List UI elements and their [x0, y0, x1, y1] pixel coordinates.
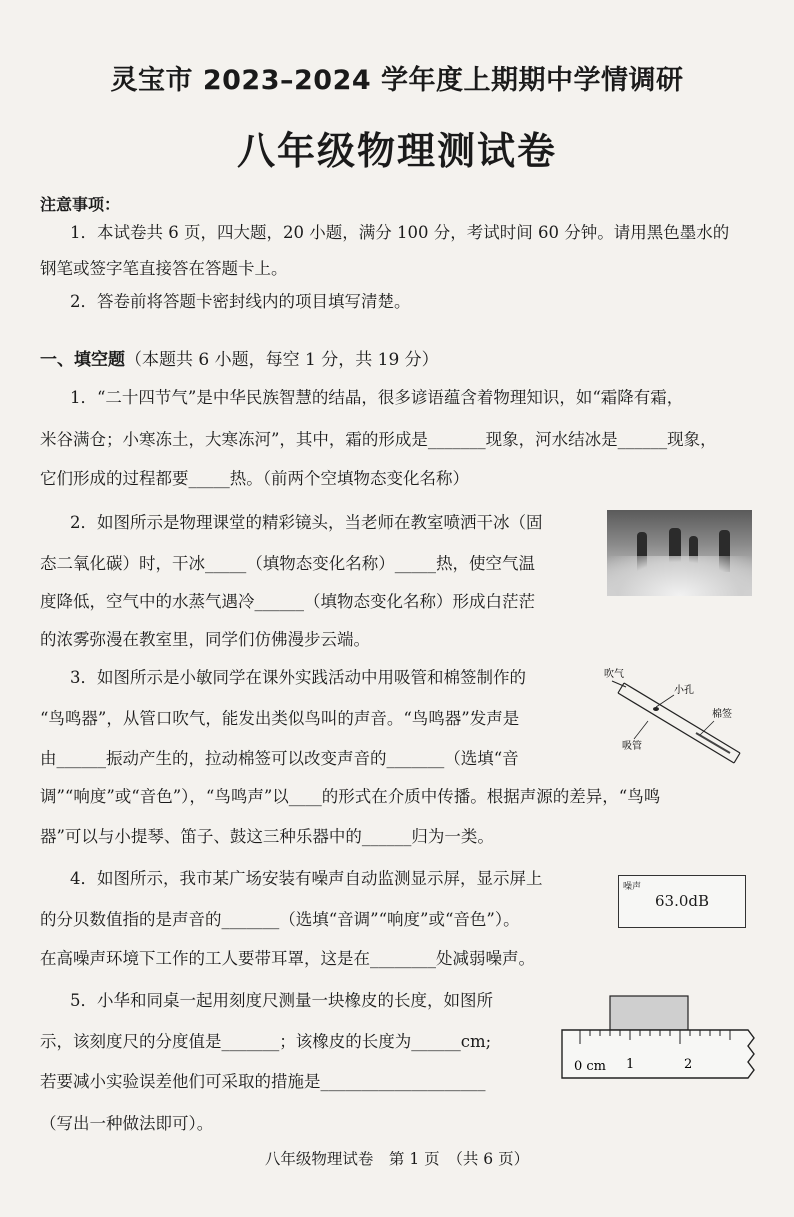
section1-heading [40, 345, 439, 370]
q1-line1: 1．“二十四节气”是中华民族智慧的结晶，很多谚语蕴含着物理知识，如“霜降有霜， [70, 388, 684, 407]
q2-line4: 的浓雾弥漫在教室里，同学们仿佛漫步云端。 [40, 630, 370, 649]
q3-line2: “鸟鸣器”，从管口吹气，能发出类似鸟叫的声音。“鸟鸣器”发声是 [40, 709, 520, 728]
ruler-eraser-diagram [560, 990, 760, 1090]
q5-line1: 5．小华和同桌一起用刻度尺测量一块橡皮的长度，如图所 [70, 991, 493, 1010]
q4-line1: 4．如图所示，我市某广场安装有噪声自动监测显示屏，显示屏上 [70, 869, 543, 888]
hole-label: 小孔 [674, 685, 694, 696]
q2-line3: 度降低，空气中的水蒸气遇冷______（填物态变化名称）形成白茫茫 [40, 592, 535, 611]
noise-monitor-display [618, 875, 746, 928]
q3-line1: 3．如图所示是小敏同学在课外实践活动中用吸管和棉签制作的 [70, 668, 526, 687]
exam-title-line2: 八年级物理测试卷 [236, 129, 557, 173]
notice-heading: 注意事项： [40, 195, 121, 214]
exam-title-line1: 灵宝市 2023–2024 学年度上期期中学情调研 [110, 65, 684, 96]
page-footer: 八年级物理试卷 第 1 页 （共 6 页） [264, 1150, 530, 1168]
classroom-dry-ice-photo [607, 510, 752, 596]
q4-line2: 的分贝数值指的是声音的_______（选填“音调”“响度”或“音色”）。 [40, 910, 520, 929]
q5-line4: （写出一种做法即可）。 [40, 1114, 214, 1133]
notice-item1-line1: 1．本试卷共 6 页，四大题，20 小题，满分 100 分，考试时间 60 分钟。请用黑色墨水的 [70, 223, 730, 242]
section1-heading-rest: （本题共 6 小题，每空 1 分，共 19 分） [125, 350, 439, 370]
ruler-tick-1-label: 1 [626, 1057, 635, 1072]
blow-label: 吹气 [604, 669, 624, 680]
notice-item2: 2．答卷前将答题卡密封线内的项目填写清楚。 [70, 292, 411, 311]
q3-line3: 由______振动产生的，拉动棉签可以改变声音的_______（选填“音 [40, 749, 519, 768]
notice-item1-line2: 钢笔或签字笔直接答在答题卡上。 [40, 259, 288, 278]
q5-line2: 示，该刻度尺的分度值是_______；该橡皮的长度为______cm; [40, 1032, 492, 1051]
ruler-tick-2-label: 2 [684, 1057, 693, 1072]
ruler-zero-label: 0 cm [574, 1059, 607, 1074]
noise-label: 噪声 [623, 882, 642, 892]
q5-line3: 若要减小实验误差他们可采取的措施是____________________ [40, 1072, 486, 1091]
noise-value: 63.0dB [654, 892, 710, 910]
q1-line2: 米谷满仓；小寒冻土，大寒冻河”，其中，霜的形成是_______现象，河水结冰是______现象， [40, 430, 717, 449]
q1-line3: 它们形成的过程都要_____热。（前两个空填物态变化名称） [40, 469, 469, 488]
swab-label: 棉签 [712, 709, 732, 720]
q3-line5: 器”可以与小提琴、笛子、鼓这三种乐器中的______归为一类。 [40, 827, 494, 846]
q2-line2: 态二氧化碳）时，干冰_____（填物态变化名称）_____热，使空气温 [40, 554, 535, 573]
q3-line4: 调”“响度”或“音色”），“鸟鸣声”以____的形式在介质中传播。根据声源的差异，“鸟鸣 [40, 787, 661, 806]
q4-line3: 在高噪声环境下工作的工人要带耳罩，这是在________处减弱噪声。 [40, 949, 535, 968]
bird-whistle-diagram [600, 665, 760, 775]
section1-heading-bold: 一、填空题 [40, 350, 125, 370]
eraser-shape [610, 996, 688, 1030]
q2-line1: 2．如图所示是物理课堂的精彩镜头，当老师在教室喷洒干冰（固 [70, 513, 543, 532]
straw-label: 吸管 [622, 741, 642, 752]
